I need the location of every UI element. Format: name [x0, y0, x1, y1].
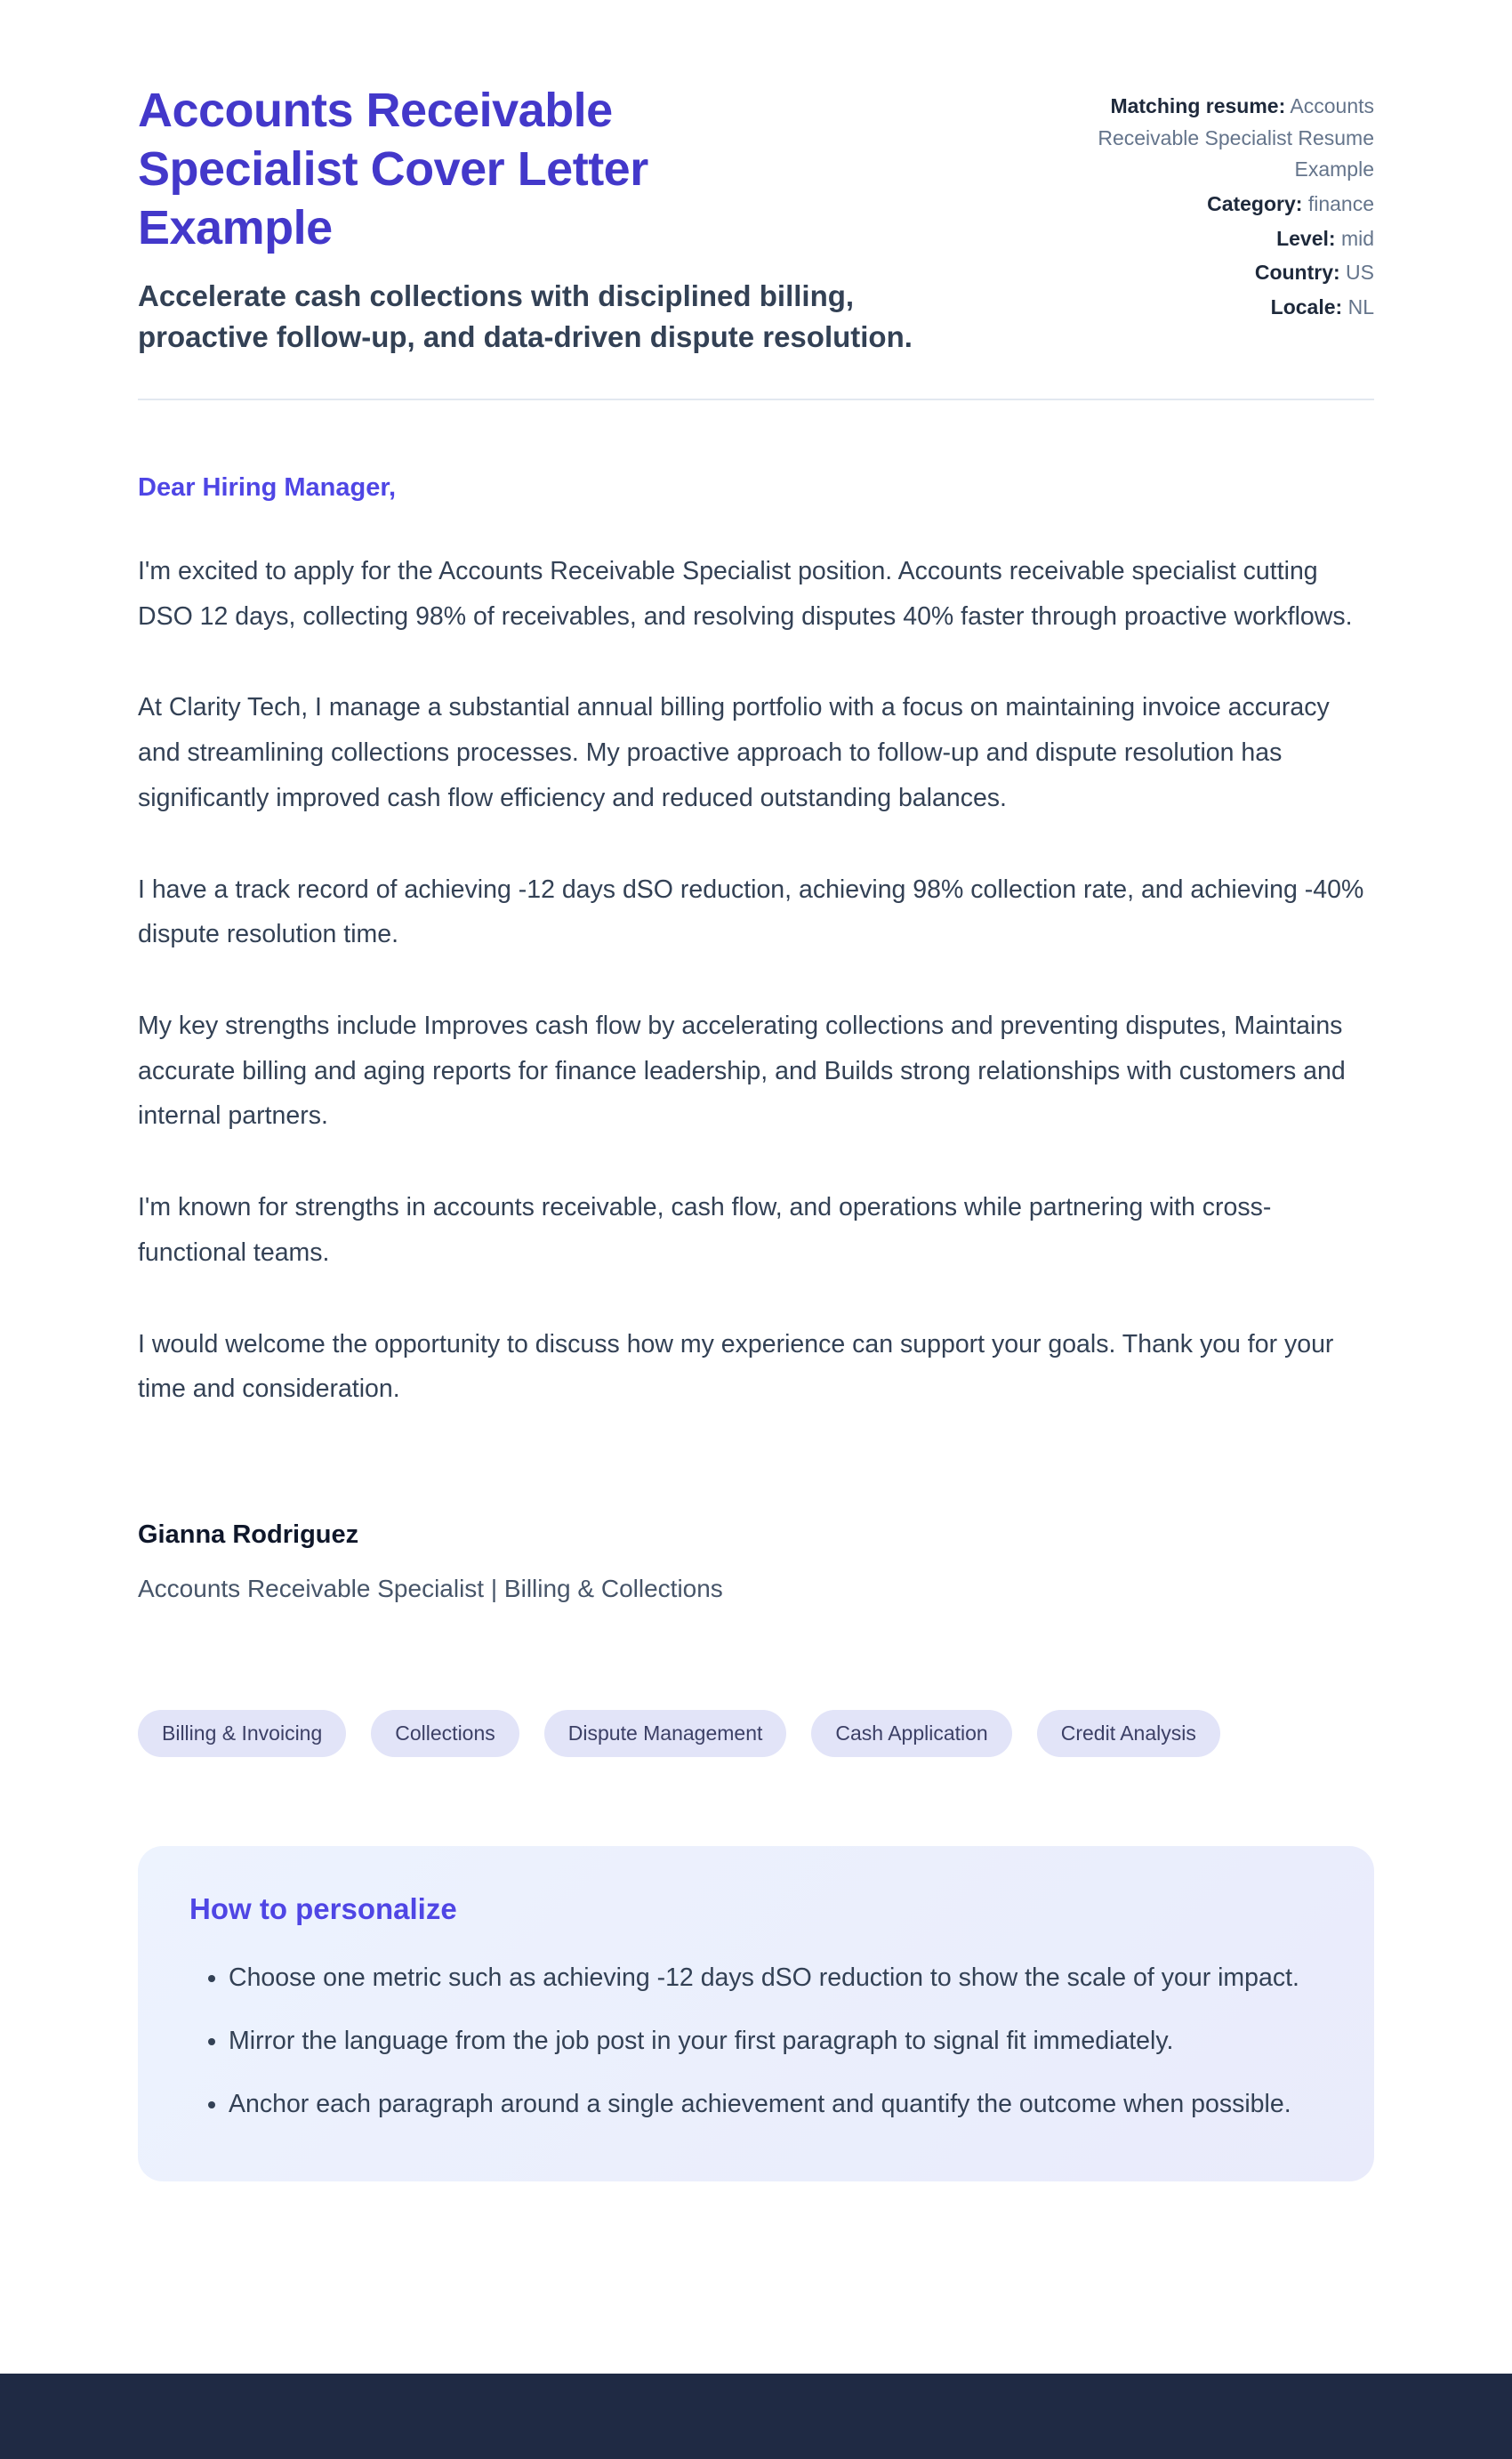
page-title: Accounts Receivable Specialist Cover Letter Example [138, 84, 648, 254]
meta-locale-value: NL [1347, 294, 1374, 318]
header-divider [138, 399, 1374, 400]
meta-category [1018, 189, 1374, 221]
personalize-tip-list [189, 1956, 1323, 2126]
letter-paragraph: I'm known for strengths in accounts receivable, cash flow, and operations while partnering with cross-functional teams. [138, 1193, 1272, 1267]
meta-matching-resume [1018, 91, 1374, 186]
personalize-tip: • Anchor each paragraph around a single achievement and quantify the outcome when possible. [229, 2083, 1323, 2126]
footer-bar [0, 2374, 1512, 2459]
skill-tag: Dispute Management [544, 1710, 787, 1757]
personalize-tip: • Mirror the language from the job post in your first paragraph to signal fit immediately. [229, 2020, 1323, 2063]
meta-locale [1018, 292, 1374, 324]
letter-paragraph: I have a track record of achieving -12 days dSO reduction, achieving 98% collection rate, and achieving -40% dispute resolution time. [138, 875, 1364, 949]
header-title-block [138, 82, 983, 358]
meta-level-value: mid [1340, 226, 1374, 250]
meta-country-label: Country: [1254, 261, 1340, 285]
letter-paragraph: At Clarity Tech, I manage a substantial annual billing portfolio with a focus on maintaining invoice accuracy and streamlining collections processes. My proactive approach to follow-up and dispute resolution has significantly improved cash flow efficiency and reduced outstanding balances. [138, 693, 1330, 812]
skill-tag: Credit Analysis [1037, 1710, 1220, 1757]
personalize-tip: • Choose one metric such as achieving -12 days dSO reduction to show the scale of your impact. [229, 1956, 1323, 2000]
meta-locale-label: Locale: [1270, 294, 1343, 318]
personalize-callout [138, 1846, 1374, 2181]
signature-role: Accounts Receivable Specialist | Billing & Collections [138, 1575, 723, 1603]
skill-tag: Cash Application [811, 1710, 1011, 1757]
meta-level [1018, 223, 1374, 255]
resume-meta-panel [1018, 82, 1374, 326]
meta-country [1018, 257, 1374, 289]
personalize-heading: How to personalize [189, 1892, 457, 1926]
letter-paragraph: I'm excited to apply for the Accounts Receivable Specialist position. Accounts receivable specialist cutting DSO 12 days, collecting 98% of receivables, and resolving disputes 40% faster through proactive workflows. [138, 557, 1353, 631]
letter-paragraph: I would welcome the opportunity to discuss how my experience can support your goals. Thank you for your time and consideration. [138, 1329, 1334, 1404]
meta-category-label: Category: [1207, 191, 1303, 215]
skill-tag-list [138, 1710, 1374, 1757]
meta-category-value: finance [1307, 191, 1374, 215]
meta-matching-resume-label: Matching resume: [1110, 94, 1286, 117]
skill-tag: Billing & Invoicing [138, 1710, 346, 1757]
page-header [138, 82, 1374, 358]
letter-greeting: Dear Hiring Manager, [138, 473, 397, 502]
signature-name: Gianna Rodriguez [138, 1520, 359, 1550]
meta-level-label: Level: [1276, 226, 1336, 250]
page-subtitle: Accelerate cash collections with disciplined billing, proactive follow-up, and data-driven dispute resolution. [138, 278, 913, 353]
letter-paragraph: My key strengths include Improves cash flow by accelerating collections and preventing disputes, Maintains accurate billing and aging reports for finance leadership, and Builds strong relationships with customers and internal partners. [138, 1012, 1346, 1131]
skill-tag: Collections [371, 1710, 519, 1757]
cover-letter-body [138, 473, 1374, 1603]
meta-matching-resume-value: Accounts Receivable Specialist Resume Example [1098, 94, 1374, 181]
meta-country-value: US [1346, 261, 1374, 285]
